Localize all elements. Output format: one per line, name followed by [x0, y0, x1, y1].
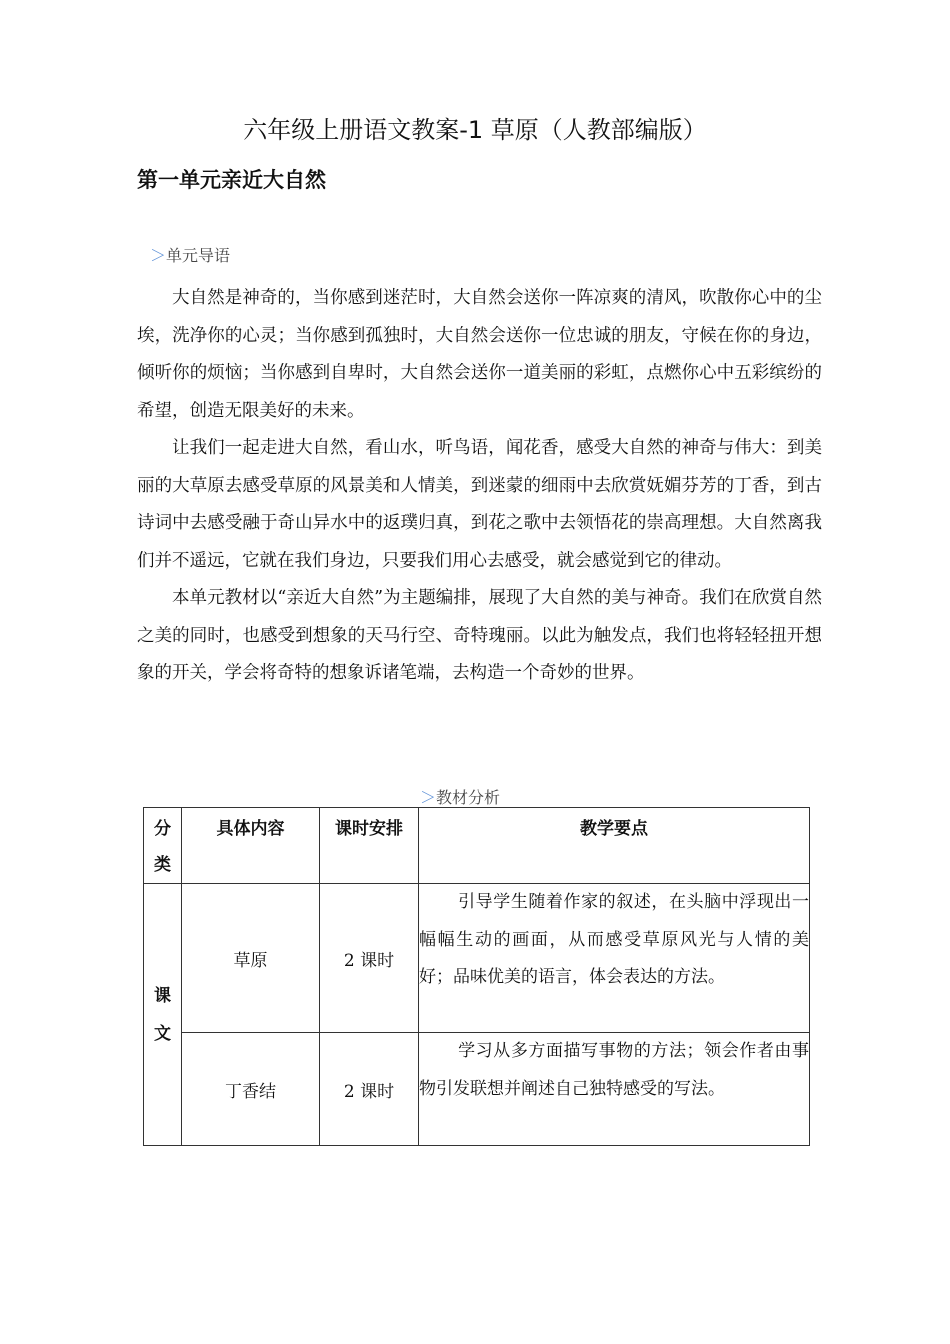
page-title: 六年级上册语文教案-1 草原（人教部编版） — [243, 116, 707, 144]
points-cell: 引导学生随着作家的叙述，在头脑中浮现出一幅幅生动的画面，从而感受草原风光与人情的美好；品味优美的语言，体会表达的方法。 — [419, 884, 810, 1033]
section-heading-intro — [150, 244, 230, 268]
points-cell: 学习从多方面描写事物的方法；领会作者由事物引发联想并阐述自己独特感受的写法。 — [419, 1033, 810, 1146]
header-hours: 课时安排 — [320, 808, 419, 884]
intro-paragraph-1: 大自然是神奇的，当你感到迷茫时，大自然会送你一阵凉爽的清风，吹散你心中的尘埃，洗净你的心灵；当你感到孤独时，大自然会送你一位忠诚的朋友，守候在你的身边，倾听你的烦恼；当你感到自卑时，大自然会送你一道美丽的彩虹，点燃你心中五彩缤纷的希望，创造无限美好的未来。 — [137, 288, 822, 421]
table-row — [144, 884, 810, 1033]
material-analysis-table — [143, 807, 810, 1146]
unit-intro-body — [137, 280, 822, 693]
header-points: 教学要点 — [419, 808, 810, 884]
category-cell: 课 文 — [144, 884, 182, 1146]
header-category: 分 类 — [144, 808, 182, 884]
unit-title: 第一单元亲近大自然 — [137, 168, 326, 192]
hours-cell: 2 课时 — [320, 884, 419, 1033]
content-cell: 草原 — [182, 884, 320, 1033]
section-heading-label: 单元导语 — [166, 246, 231, 265]
intro-paragraph-3: 本单元教材以“亲近大自然”为主题编排，展现了大自然的美与神奇。我们在欣赏自然之美的同时，也感受到想象的天马行空、奇特瑰丽。以此为触发点，我们也将轻轻扭开想象的开关，学会将奇特的想象诉诸笔端，去构造一个奇妙的世界。 — [137, 588, 822, 683]
chevron-right-icon: ＞ — [150, 246, 167, 265]
section-heading-label: 教材分析 — [436, 788, 501, 807]
table-row — [144, 1033, 810, 1146]
content-cell: 丁香结 — [182, 1033, 320, 1146]
intro-paragraph-2: 让我们一起走进大自然，看山水，听鸟语，闻花香，感受大自然的神奇与伟大：到美丽的大草原去感受草原的风景美和人情美，到迷蒙的细雨中去欣赏妩媚芬芳的丁香，到古诗词中去感受融于奇山异水中的返璞归真，到花之歌中去领悟花的崇高理想。大自然离我们并不遥远，它就在我们身边，只要我们用心去感受，就会感觉到它的律动。 — [137, 438, 822, 571]
chevron-right-icon: ＞ — [420, 788, 437, 807]
hours-cell: 2 课时 — [320, 1033, 419, 1146]
table-header-row — [144, 808, 810, 884]
header-content: 具体内容 — [182, 808, 320, 884]
